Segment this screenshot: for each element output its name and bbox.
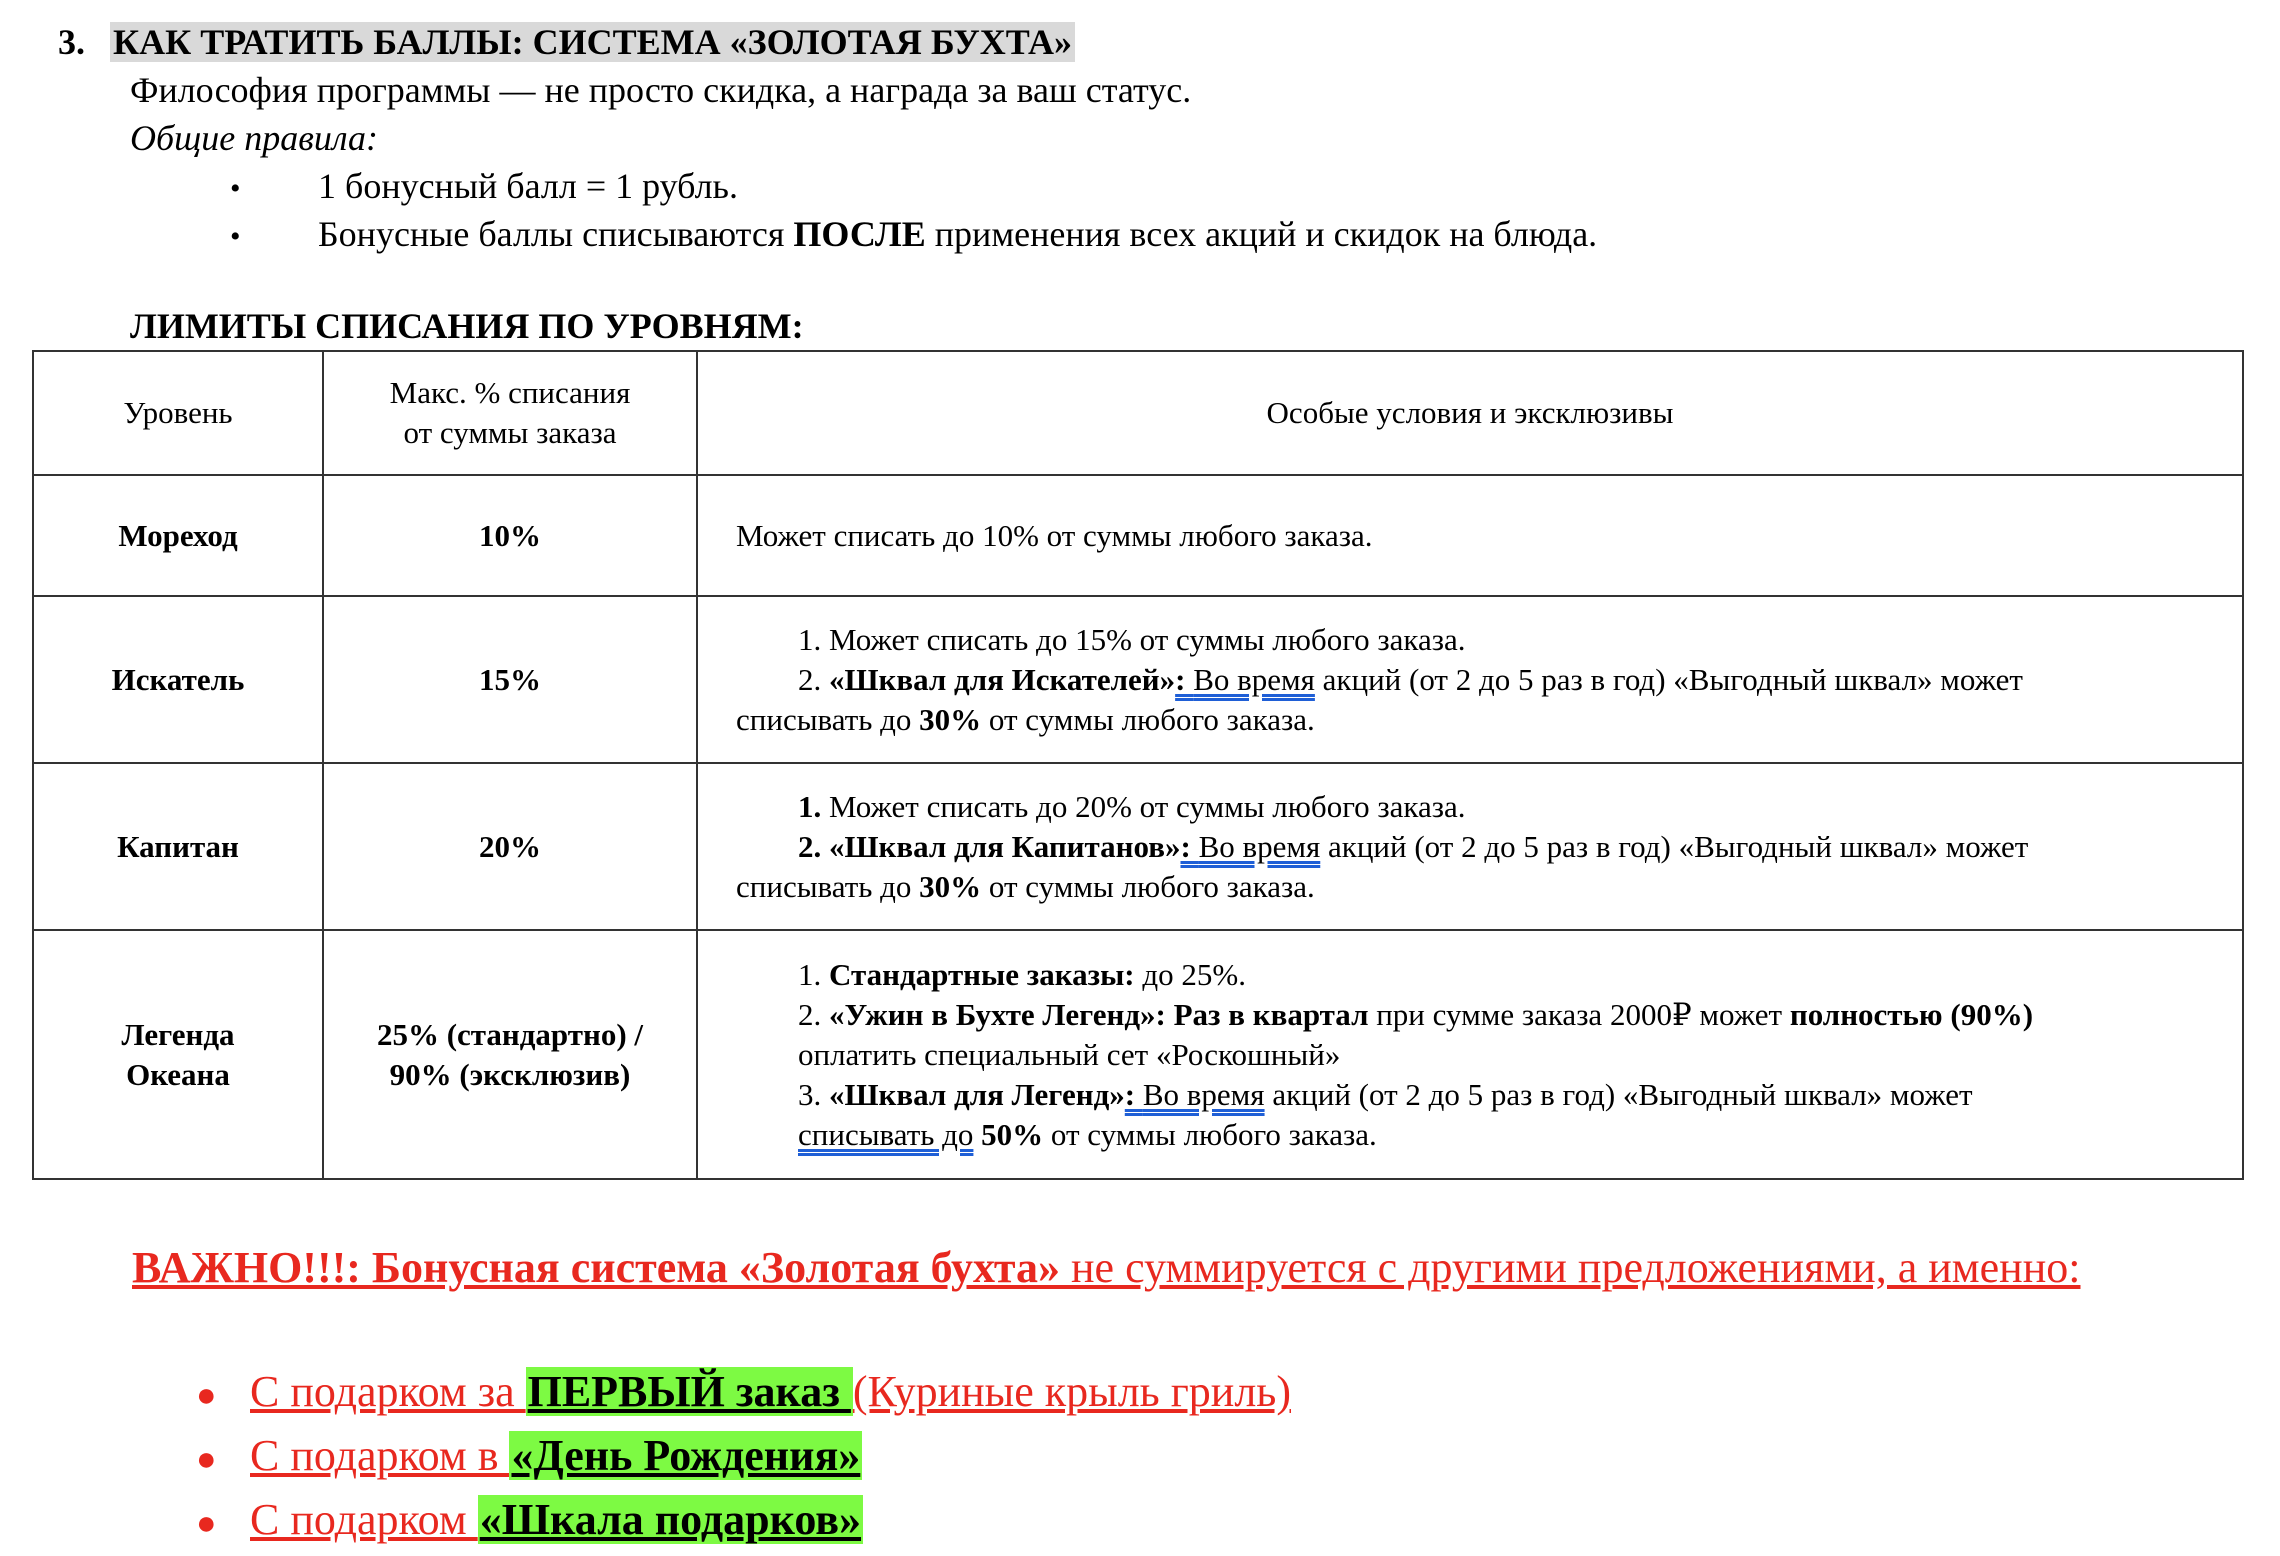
level-conditions [697,763,2243,930]
header-max [323,351,697,475]
condition-line: 2. «Шквал для Капитанов»: Во время акций (от 2 до 5 раз в год) «Выгодный шквал» может [798,828,2029,864]
condition-line: оплатить специальный сет «Роскошный» [798,1036,1341,1072]
exclusion-item: ● С подарком в «День Рождения» [196,1426,862,1490]
header-max-line: от суммы заказа [403,415,617,450]
level-conditions [697,475,2243,596]
section-heading [58,18,1075,66]
table-row [33,596,2243,763]
important-notice [6,1236,2256,1300]
bullet-icon: ● [196,1505,217,1542]
table-row [33,475,2243,596]
rule-text: Бонусные баллы списываются [318,214,794,254]
rule-emphasis: ПОСЛЕ [793,214,926,254]
rule-item [230,162,738,213]
level-conditions [697,930,2243,1179]
bullet-icon: ● [196,1441,217,1478]
level-name: Капитан [33,763,323,930]
important-bold: ВАЖНО!!!: Бонусная система «Золотая бухта» [132,1243,1060,1292]
section-number: 3. [58,22,85,62]
condition-line: 2. «Шквал для Искателей»: Во время акций (от 2 до 5 раз в год) «Выгодный шквал» может [798,661,2023,697]
level-conditions [697,596,2243,763]
header-level: Уровень [33,351,323,475]
level-max-percent: 25% (стандартно) / 90% (эксклюзив) [323,930,697,1179]
bullet-icon: • [230,220,241,253]
condition-line: 1. Может списать до 15% от суммы любого заказа. [798,621,1466,657]
rule-text: 1 бонусный балл = 1 рубль. [318,166,738,206]
table-row [33,763,2243,930]
level-max-percent: 10% [323,475,697,596]
level-name: Искатель [33,596,323,763]
condition-line: 1. Стандартные заказы: до 25%. [798,956,1246,992]
condition-line: 2. «Ужин в Бухте Легенд»: Раз в квартал при сумме заказа 2000₽ может полностью (90%) [798,996,2034,1032]
highlight: «Шкала подарков» [479,1495,862,1544]
level-max-percent: 20% [323,763,697,930]
rule-text: применения всех акций и скидок на блюда. [925,214,1598,254]
condition-line: списывать до 30% от суммы любого заказа. [736,868,1315,904]
philosophy-text: Философия программы — не просто скидка, а награда за ваш статус. [130,70,1192,110]
exclusion-item: ● С подарком «Шкала подарков» [196,1490,863,1554]
highlight: ПЕРВЫЙ заказ [527,1367,851,1416]
header-max-line: Макс. % списания [389,375,631,410]
table-row [33,930,2243,1179]
level-name: Мореход [33,475,323,596]
condition-line: 1. Может списать до 20% от суммы любого заказа. [798,788,1466,824]
rule-item [230,210,1597,261]
level-name: Легенда Океана [33,930,323,1179]
exclusion-item: ● С подарком за ПЕРВЫЙ заказ (Куриные крыль гриль) [196,1362,1291,1426]
rules-label: Общие правила: [130,118,379,158]
important-text: не суммируется с другими предложениями, а именно: [1060,1243,2081,1292]
bullet-icon: • [230,172,241,205]
condition-line: списывать до 30% от суммы любого заказа. [736,701,1315,737]
bullet-icon: ● [196,1377,217,1414]
limits-table [32,350,2244,1180]
highlight: «День Рождения» [511,1431,861,1480]
condition-line: списывать до 50% от суммы любого заказа. [798,1116,1377,1152]
level-max-percent: 15% [323,596,697,763]
condition-line: 3. «Шквал для Легенд»: Во время акций (от 2 до 5 раз в год) «Выгодный шквал» может [798,1076,1973,1112]
limits-title: ЛИМИТЫ СПИСАНИЯ ПО УРОВНЯМ: [130,306,804,346]
condition-line: Может списать до 10% от суммы любого заказа. [736,517,1373,553]
section-title: КАК ТРАТИТЬ БАЛЛЫ: СИСТЕМА «ЗОЛОТАЯ БУХТА» [110,22,1075,62]
table-header-row [33,351,2243,475]
header-conditions: Особые условия и эксклюзивы [697,351,2243,475]
